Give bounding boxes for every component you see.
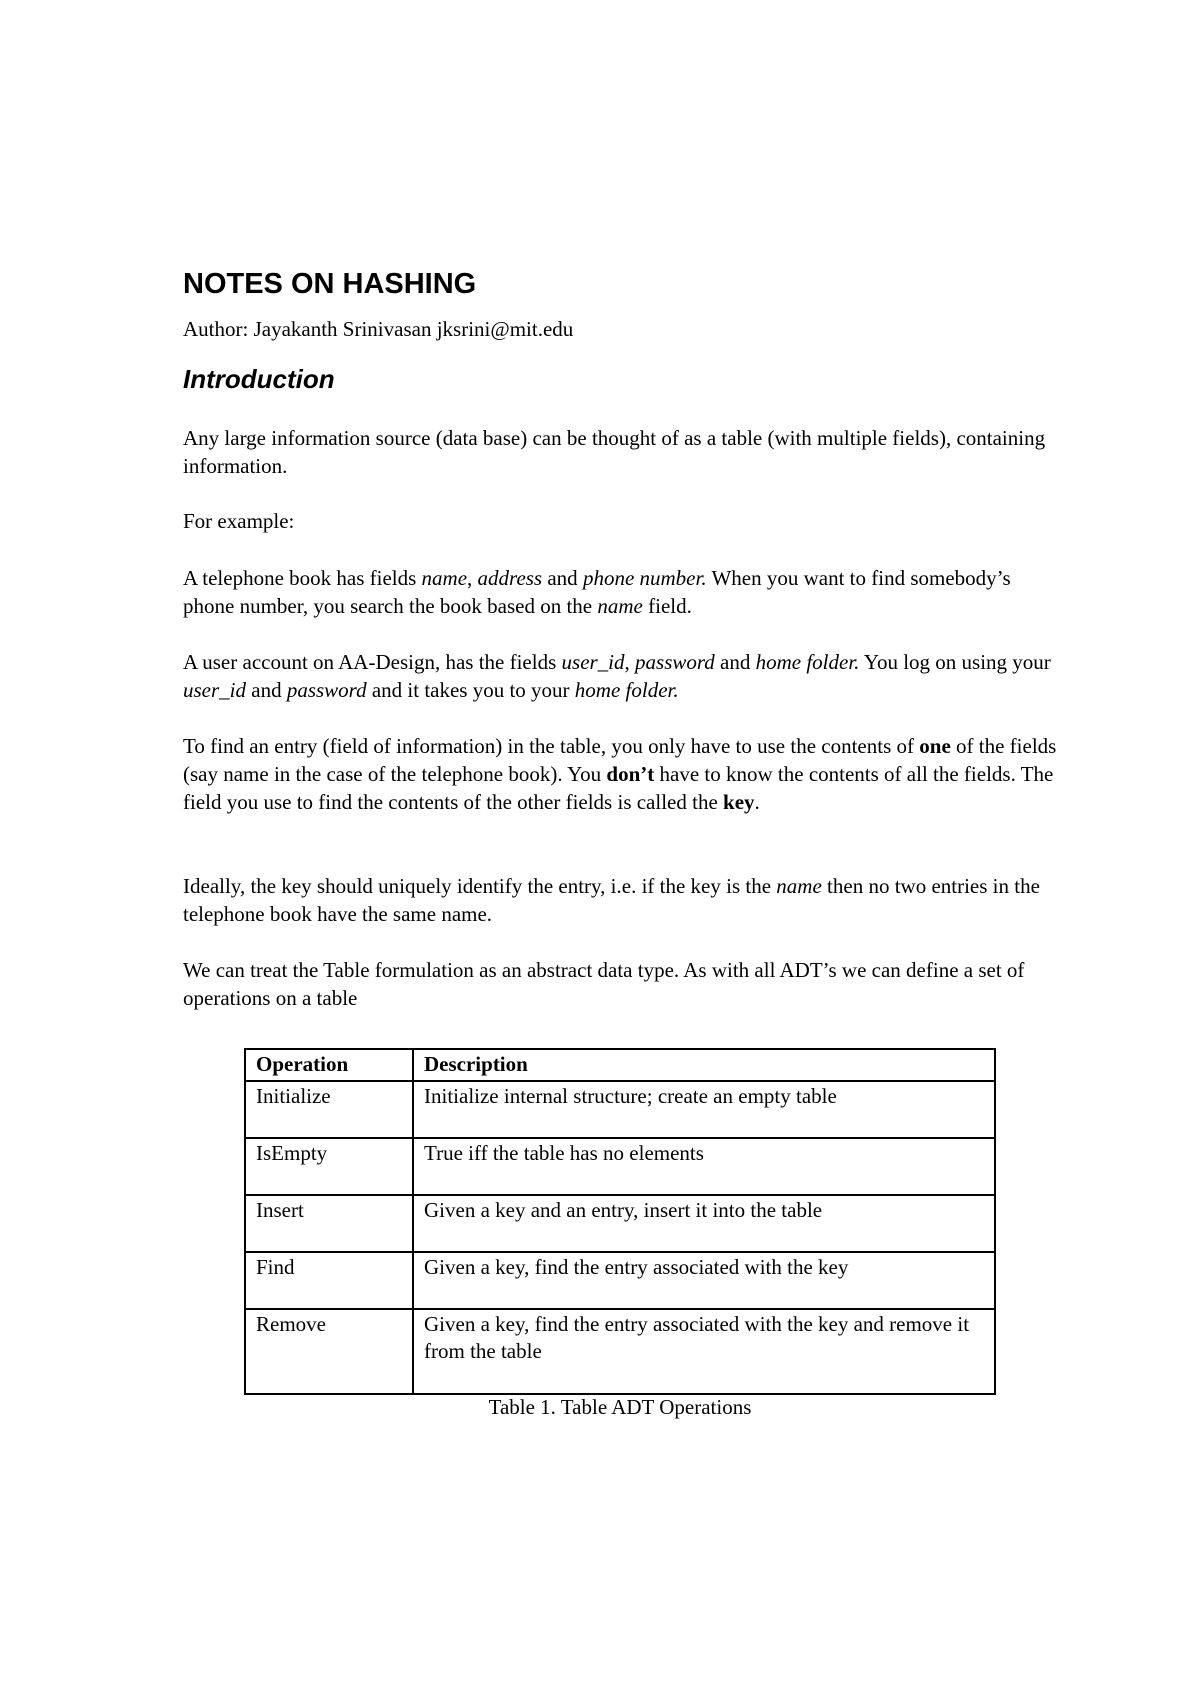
table-row <box>245 1138 995 1195</box>
table-cell: True iff the table has no elements <box>413 1138 995 1195</box>
table-row <box>245 1252 995 1309</box>
table-cell: Initialize <box>245 1081 413 1138</box>
table-caption: Table 1. Table ADT Operations <box>488 1395 752 1419</box>
paragraph-for-example: For example: <box>183 509 295 533</box>
document-title: NOTES ON HASHING <box>183 268 477 300</box>
paragraph-intro: Any large information source (data base) can be thought of as a table (with multiple fields), containing information. <box>183 426 1046 478</box>
table-row <box>245 1309 995 1394</box>
author-line: Author: Jayakanth Srinivasan jksrini@mit.edu <box>183 317 574 341</box>
table-cell: Initialize internal structure; create an empty table <box>413 1081 995 1138</box>
table-cell: Given a key, find the entry associated with the key <box>413 1252 995 1309</box>
paragraph-telephone-book: A telephone book has fields name, address and phone number. When you want to find somebody’s phone number, you search the book based on the name field. <box>183 566 1011 618</box>
operations-table <box>244 1048 996 1395</box>
table-cell: IsEmpty <box>245 1138 413 1195</box>
table-cell: Insert <box>245 1195 413 1252</box>
paragraph-adt: We can treat the Table formulation as an abstract data type. As with all ADT’s we can define a set of operations on a table <box>183 958 1025 1010</box>
table-header-row <box>245 1049 995 1081</box>
table-cell: Find <box>245 1252 413 1309</box>
table-row <box>245 1195 995 1252</box>
table-cell: Given a key, find the entry associated with the key and remove it from the table <box>413 1309 995 1394</box>
section-heading-introduction: Introduction <box>183 364 335 394</box>
table-header-cell: Description <box>413 1049 995 1081</box>
paragraph-ideally: Ideally, the key should uniquely identify the entry, i.e. if the key is the name then no two entries in the telephone book have the same name. <box>183 874 1040 926</box>
table-header-cell: Operation <box>245 1049 413 1081</box>
table-cell: Remove <box>245 1309 413 1394</box>
paragraph-user-account: A user account on AA-Design, has the fields user_id, password and home folder. You log on using your user_id and password and it takes you to your home folder. <box>183 650 1051 702</box>
table-cell: Given a key and an entry, insert it into the table <box>413 1195 995 1252</box>
paragraph-find-entry: To find an entry (field of information) in the table, you only have to use the contents of one of the fields (say name in the case of the telephone book). You don’t have to know the contents of all the fields. The field you use to find the contents of the other fields is called the key. <box>183 734 1057 814</box>
table-row <box>245 1081 995 1138</box>
